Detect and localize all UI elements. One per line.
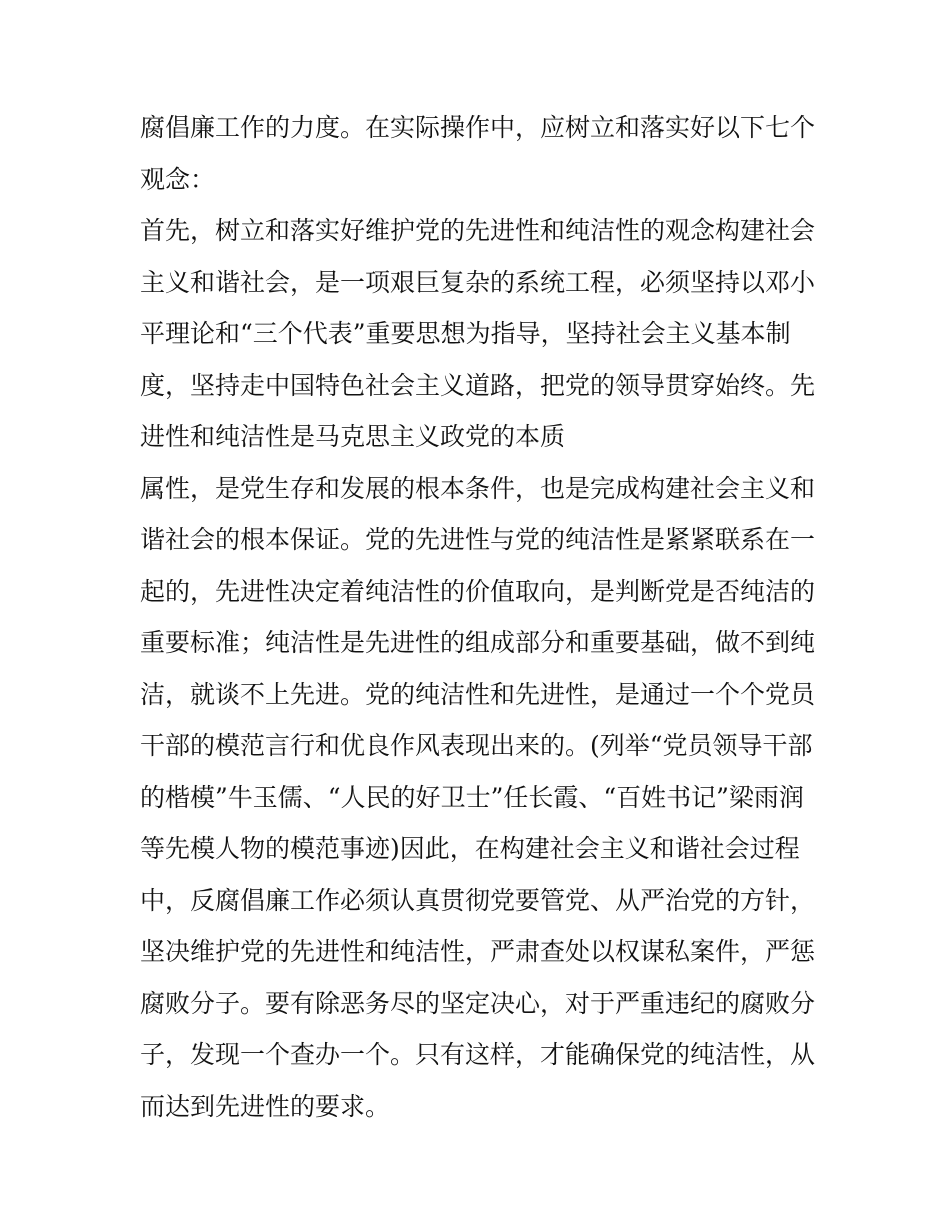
text-line: 进性和纯洁性是马克思主义政党的本质 (140, 422, 566, 451)
text-line: 属性，是党生存和发展的根本条件，也是完成构建社会主义和 (140, 473, 816, 503)
body-text (140, 102, 820, 1132)
text-line: 观念： (140, 164, 216, 194)
text-line: 起的，先进性决定着纯洁性的价值取向，是判断党是否纯洁的 (140, 576, 816, 606)
text-line: 重要标准；纯洁性是先进性的组成部分和重要基础，做不到纯 (140, 628, 816, 657)
text-line: 首先，树立和落实好维护党的先进性和纯洁性的观念构建社会 (140, 216, 816, 245)
text-line: 腐败分子。要有除恶务尽的坚定决心，对于严重违纪的腐败分 (140, 988, 816, 1018)
text-line: 洁，就谈不上先进。党的纯洁性和先进性，是通过一个个党员 (140, 679, 816, 709)
text-line: 平理论和“三个代表”重要思想为指导，坚持社会主义基本制 (140, 319, 791, 348)
text-line: 等先模人物的模范事迹)因此，在构建社会主义和谐社会过程 (140, 834, 800, 863)
text-line: 子，发现一个查办一个。只有这样，才能确保党的纯洁性，从 (140, 1040, 816, 1069)
text-line: 度，坚持走中国特色社会主义道路，把党的领导贯穿始终。先 (140, 370, 816, 400)
text-line: 的楷模”牛玉儒、“人民的好卫士”任长霞、“百姓书记”梁雨润 (140, 782, 804, 812)
text-line: 干部的模范言行和优良作风表现出来的。(列举“党员领导干部 (140, 731, 813, 760)
text-line: 谐社会的根本保证。党的先进性与党的纯洁性是紧紧联系在一 (140, 525, 816, 554)
text-line: 坚决维护党的先进性和纯洁性，严肃查处以权谋私案件，严惩 (140, 937, 816, 966)
text-line: 腐倡廉工作的力度。在实际操作中，应树立和落实好以下七个 (140, 113, 816, 142)
text-line: 中，反腐倡廉工作必须认真贯彻党要管党、从严治党的方针， (140, 885, 816, 915)
text-line: 主义和谐社会，是一项艰巨复杂的系统工程，必须坚持以邓小 (140, 267, 816, 297)
text-line: 而达到先进性的要求。 (140, 1091, 391, 1121)
